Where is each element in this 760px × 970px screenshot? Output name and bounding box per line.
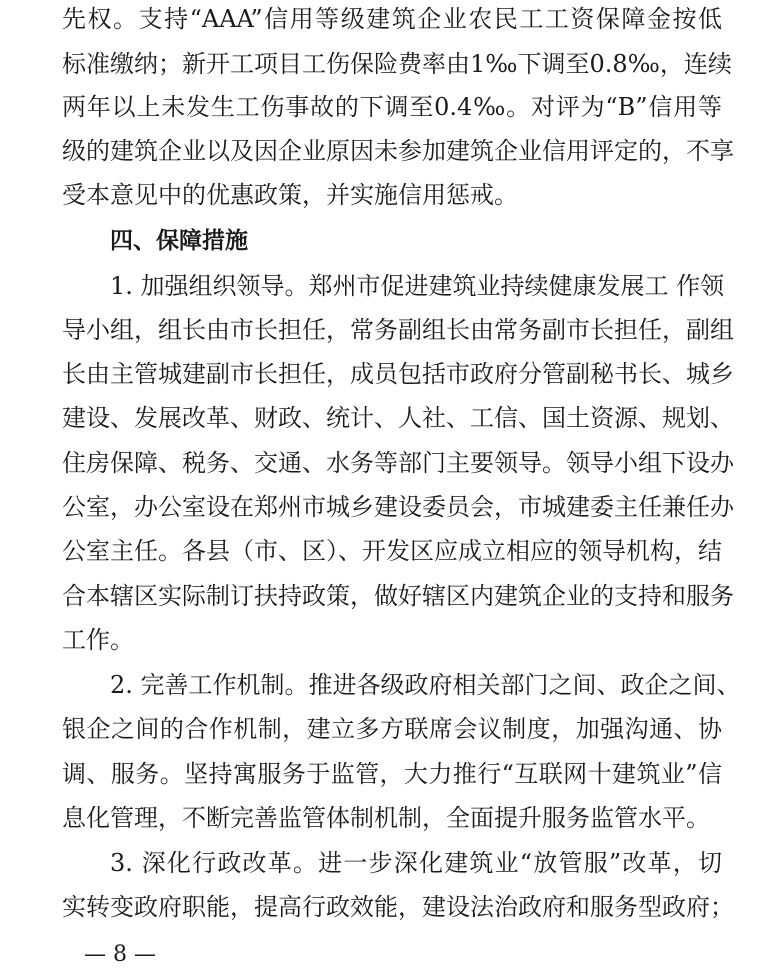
paragraph-line: 建设、发展改革、财政、统计、人社、工信、国土资源、规划、	[62, 404, 734, 432]
paragraph-line: 1. 加强组织领导。郑州市促进建筑业持续健康发展工 作领	[110, 272, 725, 300]
paragraph-line: 实转变政府职能，提高行政效能，建设法治政府和服务型政府；	[62, 893, 734, 921]
paragraph-line: 先权。支持“AAA”信用等级建筑企业农民工工资保障金按低	[62, 5, 722, 33]
paragraph-line: 长由主管城建副市长担任，成员包括市政府分管副秘书长、城乡	[62, 360, 734, 388]
section-heading: 四、保障措施	[110, 228, 248, 254]
page-number: — 8 —	[84, 942, 156, 967]
paragraph-line: 受本意见中的优惠政策，并实施信用惩戒。	[62, 181, 518, 209]
paragraph-line: 两年以上未发生工伤事故的下调至0.4‰。对评为“B”信用等	[62, 93, 722, 121]
paragraph-line: 3. 深化行政改革。进一步深化建筑业“放管服”改革，切	[110, 849, 722, 877]
paragraph-line: 公室，办公室设在郑州市城乡建设委员会，市城建委主任兼任办	[62, 493, 734, 521]
paragraph-line: 工作。	[62, 626, 134, 654]
paragraph-line: 合本辖区实际制订扶持政策，做好辖区内建筑企业的支持和服务	[62, 582, 734, 610]
paragraph-line: 住房保障、税务、交通、水务等部门主要领导。领导小组下设办	[62, 449, 734, 477]
paragraph-line: 公室主任。各县（市、区）、开发区应成立相应的领导机构，结	[62, 537, 722, 565]
paragraph-line: 调、服务。坚持寓服务于监管，大力推行“互联网十建筑业”信	[62, 760, 722, 788]
paragraph-line: 级的建筑企业以及因企业原因未参加建筑企业信用评定的，不享	[62, 137, 734, 165]
paragraph-line: 息化管理，不断完善监管体制机制，全面提升服务监管水平。	[62, 804, 710, 832]
paragraph-line: 标准缴纳；新开工项目工伤保险费率由1‰下调至0.8‰，连续	[62, 50, 732, 78]
paragraph-line: 银企之间的合作机制，建立多方联席会议制度，加强沟通、协	[62, 715, 722, 743]
paragraph-line: 2. 完善工作机制。推进各级政府相关部门之间、政企之间、	[110, 671, 741, 699]
paragraph-line: 导小组，组长由市长担任，常务副组长由常务副市长担任，副组	[62, 316, 734, 344]
